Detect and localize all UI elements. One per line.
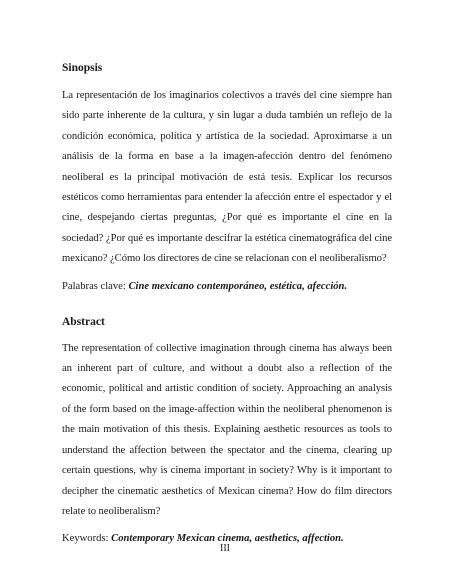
- page-content: [62, 60, 392, 547]
- palabras-clave-line: [62, 279, 392, 295]
- keywords-terms: Contemporary Mexican cinema, aesthetics, affection.: [111, 533, 344, 545]
- palabras-clave-label: Palabras clave:: [62, 280, 129, 292]
- keywords-label: Keywords:: [62, 533, 112, 545]
- palabras-clave-terms: Cine mexicano contemporáneo, estética, afección.: [128, 280, 348, 292]
- abstract-heading: Abstract: [62, 315, 105, 328]
- sinopsis-paragraph: La representación de los imaginarios colectivos a través del cine siempre han sido parte inherente de la cultura, y sin lugar a duda también un reflejo de la condición económica, política y artística de la sociedad. Aproximarse a un análisis de la forma en base a la imagen-afección dentro del fenómeno neoliberal es la principal motivación de está tesis. Explicar los recursos estéticos como herramientas para entender la afección entre el espectador y el cine, despejando ciertas preguntas, ¿Por qué es importante el cine en la sociedad? ¿Por qué es importante descifrar la estética cinematográfica del cine mexicano? ¿Cómo los directores de cine se relacionan con el neoliberalismo?: [62, 90, 392, 265]
- sinopsis-heading: Sinopsis: [62, 62, 103, 74]
- abstract-paragraph: The representation of collective imagination through cinema has always been an inherent part of culture, and without a doubt also a reflection of the economic, political and artistic condition of society. Approaching an analysis of the form based on the image-affection within the neoliberal phenomenon is the main motivation of this thesis. Explaining aesthetic resources as tools to understand the affection between the spectator and the cinema, clearing up certain questions, why is cinema important in society? Why is it important to decipher the cinematic aesthetics of Mexican cinema? How do film directors relate to neoliberalism?: [62, 342, 392, 517]
- page-number: III: [220, 543, 230, 554]
